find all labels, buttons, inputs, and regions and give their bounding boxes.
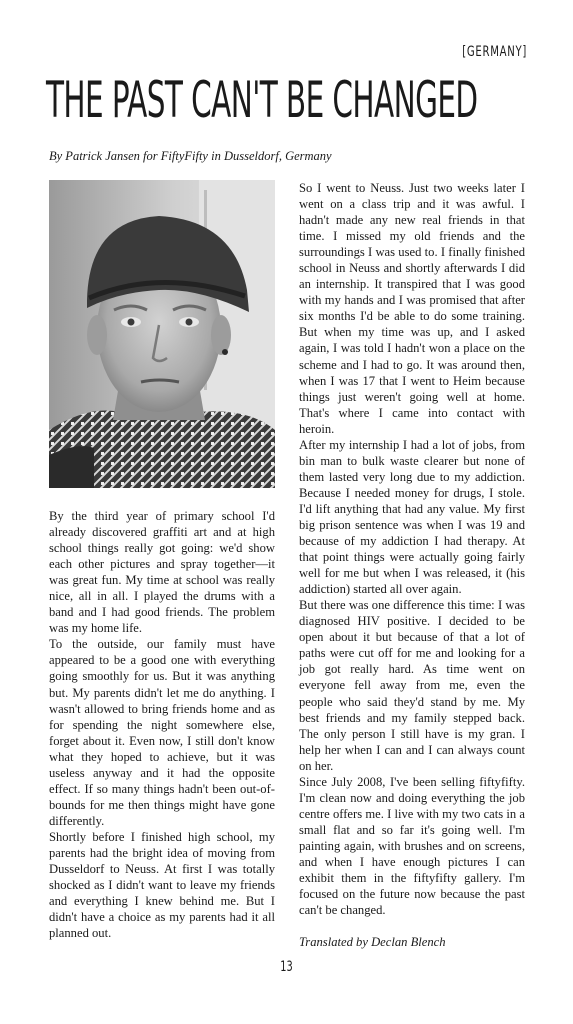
section-tag: [GERMANY] [462,44,527,60]
page-number: 13 [280,959,293,975]
left-column [49,508,275,941]
paragraph: After my internship I had a lot of jobs, from bin man to bulk waste clearer but none of them lasted very long due to my addiction. Because I needed money for drugs, I stole. I'd lift anything that had any value. My first big prison sentence was when I was 19 and because of my addiction I had therapy. At that point things were actually going fairly well for me but when I was released, it (his addiction) started all over again. [299,437,525,597]
paragraph: To the outside, our family must have appeared to be a good one with everything going smoothly for us. But it was anything but. My parents didn't let me do anything. I wasn't allowed to bring friends home and as for spending the night somewhere else, forget about it. Even now, I still don't know what they hoped to achieve, but it was useless anyway and it had the opposite effect. If so many things hadn't been out-of-bounds for me then things might have gone differently. [49,637,275,828]
portrait-photo [49,180,275,488]
paragraph: By the third year of primary school I'd already discovered graffiti art and at high school things really got going: we'd show each other pictures and spray together—it was great fun. My time at school was really nice, all in all. I played the drums with a band and I had good friends. The problem was my home life. [49,509,275,636]
paragraph: But there was one difference this time: I was diagnosed HIV positive. I decided to be open about it but because of that a lot of paths were cut off for me and looking for a job got really hard. As time went on everyone fell away from me, even the people who said they'd stand by me. My best friends and my family stepped back. The only person I still have is my gran. I help her when I can and I can always count on her. [299,598,525,773]
paragraph: Shortly before I finished high school, my parents had the bright idea of moving from Dusseldorf to Neuss. At first I was totally shocked as I didn't want to leave my friends and everything I knew behind me. But I didn't have a choice as my parents had it all planned out. [49,829,275,941]
paragraph: Since July 2008, I've been selling fiftyfifty. I'm clean now and doing everything the job centre offers me. I live with my two cats in a small flat and so far it's going well. I'm painting again, with brushes and on screens, and when I have enough pictures I can exhibit them in the fiftyfifty gallery. I'm focused on the future now because the past can't be changed. [299,774,525,918]
translator-credit: Translated by Declan Blench [299,935,446,950]
headline: THE PAST CAN'T BE CHANGED [46,71,478,129]
right-column [299,180,525,950]
byline: By Patrick Jansen for FiftyFifty in Dusseldorf, Germany [49,149,332,163]
paragraph: So I went to Neuss. Just two weeks later I went on a class trip and it was awful. I hadn't made any new real friends in that time. I missed my old friends and the surroundings I was used to. I finally finished school in Neuss and shortly afterwards I did an internship. It transpired that I was good with my hands and I was promised that after six months I'd be able to do some training. But when my time was up, and I asked again, I was told I hadn't won a place on the scheme and I had to go. It was around then, when I was 17 that I went to Heim because things just weren't going well at home. That's where I came into contact with heroin. [299,181,525,436]
